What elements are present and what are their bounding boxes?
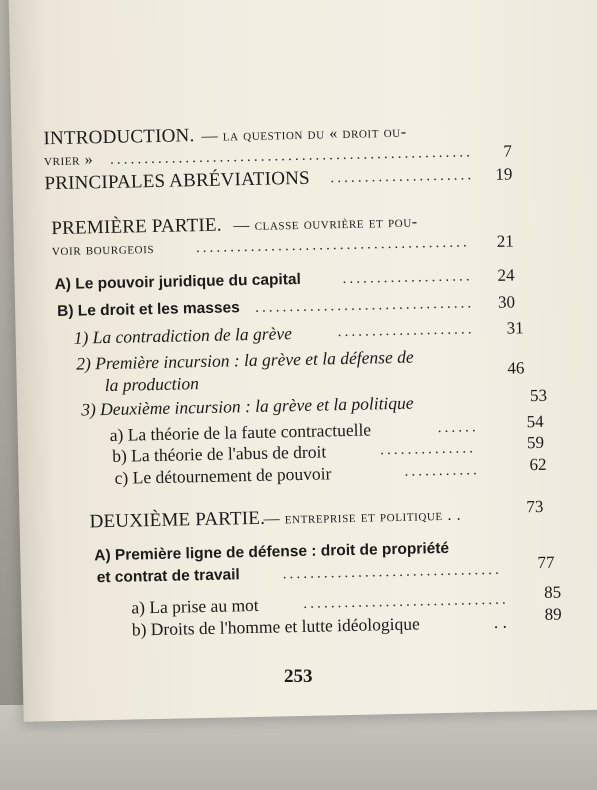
leader-dots: .............................. (303, 591, 509, 612)
leader-dots: ................................ (282, 561, 503, 583)
toc-subtitle: — la question du « droit ou- (201, 123, 407, 145)
toc-page-number: 53 (529, 385, 548, 406)
toc-page-number: 7 (503, 141, 513, 161)
toc-page-number: 73 (526, 496, 544, 517)
toc-label: A) Première ligne de défense : droit de propriété (94, 539, 450, 565)
toc-label: b) Droits de l'homme et lutte idéologique (131, 613, 420, 640)
toc-label: a) La théorie de la faute contractuelle (109, 419, 372, 445)
toc-label: 3) Deuxième incursion : la grève et la politique (81, 392, 414, 420)
leader-dots: ................... (342, 268, 473, 288)
toc-heading: INTRODUCTION. (43, 125, 195, 150)
toc-page-number: 62 (529, 454, 547, 475)
toc-subtitle: — classe ouvrière et pou- (233, 213, 418, 235)
toc-label: b) La théorie de l'abus de droit (111, 441, 327, 466)
page-folio: 253 (284, 666, 313, 687)
table-of-contents (8, 0, 597, 722)
leader-dots: ..................... (330, 167, 475, 187)
toc-page-number: 31 (506, 318, 524, 338)
toc-heading: DEUXIÈME PARTIE. (89, 507, 266, 533)
toc-page-number: 89 (544, 604, 562, 624)
toc-page-number: 54 (526, 411, 544, 432)
leader-dots: ........... (404, 462, 481, 480)
leader-dots: ........................................ (195, 234, 470, 257)
toc-leader-tail: . . (493, 611, 508, 632)
toc-heading: PREMIÈRE PARTIE. (51, 214, 222, 240)
toc-page-number: 85 (543, 582, 562, 602)
leader-dots: ..................................................... (109, 144, 474, 168)
toc-label: B) Le droit et les masses (56, 299, 240, 321)
leader-dots: .............. (379, 440, 477, 459)
toc-subtitle-cont: voir bourgeois (51, 240, 155, 260)
toc-page-number: 24 (497, 265, 515, 285)
leader-dots: ................................ (254, 295, 475, 316)
toc-page-number: 21 (496, 231, 514, 251)
toc-page-number: 30 (497, 292, 516, 312)
toc-label: A) Le pouvoir juridique du capital (54, 270, 302, 294)
toc-entry-p1-a (14, 263, 597, 294)
toc-label-cont: la production (104, 373, 200, 396)
book-page (8, 0, 597, 722)
toc-label-cont: et contrat de travail (96, 566, 240, 587)
toc-label: 1) La contradiction de la grève (73, 323, 293, 348)
toc-label: c) Le détournement de pouvoir (114, 463, 332, 488)
toc-page-number: 46 (507, 358, 525, 378)
leader-dots: ...... (437, 419, 479, 437)
toc-subtitle-cont: vrier » (43, 151, 94, 170)
toc-label: 2) Première incursion : la grève et la défense de (76, 346, 414, 374)
toc-entry-introduction (11, 117, 597, 150)
toc-page-number: 77 (537, 552, 555, 573)
toc-page-number: 19 (495, 164, 513, 184)
toc-label: a) La prise au mot (131, 594, 259, 618)
toc-entry-part2 (19, 496, 597, 533)
toc-subtitle: — entreprise et politique . . (263, 506, 462, 528)
toc-heading: PRINCIPALES ABRÉVIATIONS (44, 167, 311, 195)
toc-entry-part1 (13, 207, 597, 240)
toc-page-number: 59 (526, 432, 545, 453)
leader-dots: .................... (337, 321, 475, 341)
